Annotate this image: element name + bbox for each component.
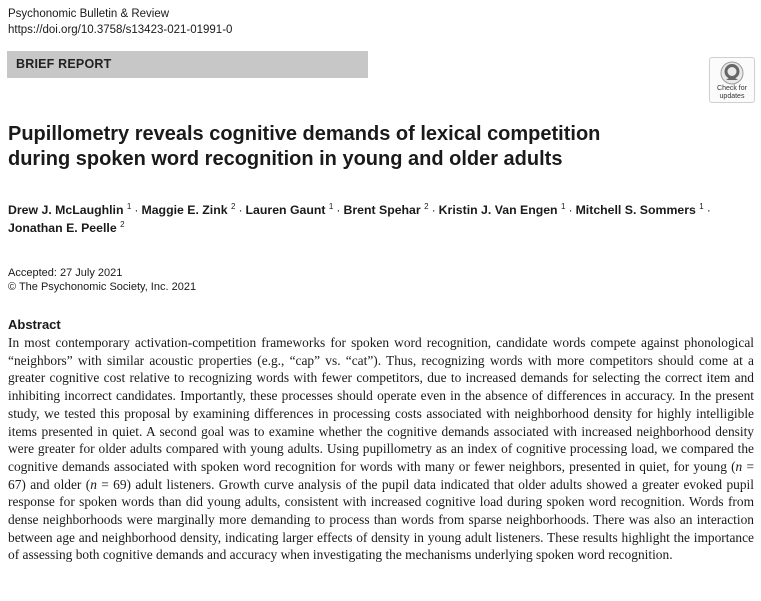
author-separator: ·	[238, 203, 243, 217]
abstract-heading: Abstract	[8, 317, 61, 332]
author[interactable]: Brent Spehar $^2$	[343, 202, 429, 217]
author-separator: ·	[706, 203, 711, 217]
doi-link[interactable]: https://doi.org/10.3758/s13423-021-01991-0	[8, 24, 233, 36]
author[interactable]: Jonathan E. Peelle $^2$	[8, 220, 125, 235]
author-separator: ·	[431, 203, 436, 217]
author-separator: ·	[336, 203, 341, 217]
check-for-updates-button[interactable]	[709, 57, 755, 103]
author-separator: ·	[134, 203, 139, 217]
journal-name: Psychonomic Bulletin & Review	[8, 8, 170, 20]
article-title	[8, 122, 708, 172]
article-type-label: BRIEF REPORT	[16, 57, 112, 71]
author[interactable]: Kristin J. Van Engen $^1$	[438, 202, 566, 217]
title-line-1: Pupillometry reveals cognitive demands of lexical competition	[8, 123, 601, 145]
author[interactable]: Lauren Gaunt $^1$	[245, 202, 334, 217]
author[interactable]: Mitchell S. Sommers $^1$	[575, 202, 704, 217]
copyright-notice: © The Psychonomic Society, Inc. 2021	[8, 281, 197, 293]
crossmark-icon	[720, 61, 744, 85]
author-list	[8, 201, 758, 237]
article-type-banner	[7, 51, 368, 78]
author[interactable]: Drew J. McLaughlin $^1$	[8, 202, 132, 217]
author-separator: ·	[568, 203, 573, 217]
check-for-updates-label: Check for updates	[717, 85, 747, 100]
abstract-text: In most contemporary activation-competition frameworks for spoken word recognition, candidate words compete against phonological “neighbors” with similar acoustic properties (e.g., “cap” vs. “cat”). Thus, recognizing words with more competitors should come at a greater cognitive cost relative to recognizing words with fewer competitors, due to increased demands for selecting the correct item and inhibiting incorrect candidates. Importantly, these processes should operate even in the absence of differences in accuracy. In the present study, we tested this proposal by examining differences in processing costs associated with neighborhood density for highly intelligible items presented in quiet. A second goal was to examine whether the cognitive demands associated with increased neighborhood density were greater for older adults compared with young adults. Using pupillometry as an index of cognitive processing load, we compared the cognitive demands associated with spoken word recognition for words with many or fewer neighbors, presented in quiet, for young (n = 67) and older (n = 69) adult listeners. Growth curve analysis of the pupil data indicated that older adults showed a greater evoked pupil response for spoken words than did young adults, consistent with increased cognitive load during spoken word recognition. Words from dense neighborhoods were marginally more demanding to process than words from sparse neighborhoods. There was also an interaction between age and neighborhood density, indicating larger effects of density in young adult listeners. These results highlight the importance of assessing both cognitive demands and accuracy when investigating the mechanisms underlying spoken word recognition.	[8, 335, 754, 563]
title-line-2: during spoken word recognition in young and older adults	[8, 148, 563, 170]
author[interactable]: Maggie E. Zink $^2$	[141, 202, 236, 217]
accepted-date: Accepted: 27 July 2021	[8, 267, 123, 279]
